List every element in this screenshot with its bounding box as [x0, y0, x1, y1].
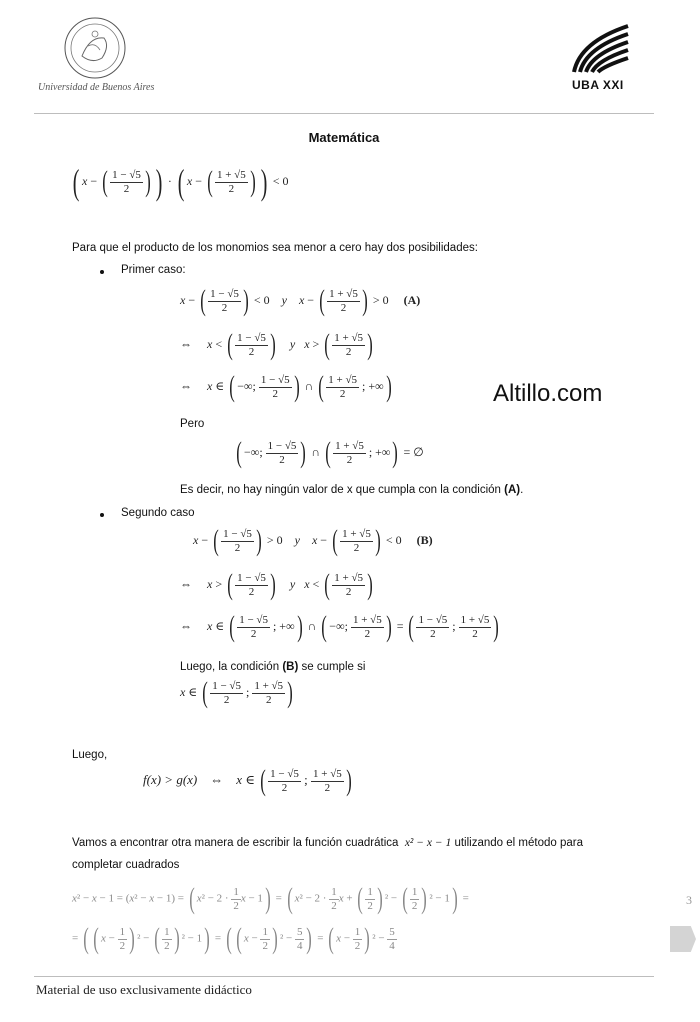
- empty-intersection: ( −∞; $\frac{1 - √5}{2}$ ) ∩ ( $\frac{1 + √5}{2}$ ; +∞) = ∅: [236, 436, 424, 469]
- page-tab-decoration: [670, 926, 696, 952]
- intro-paragraph: Para que el producto de los monomios sea menor a cero hay dos posibilidades:: [72, 242, 478, 254]
- header-divider: [34, 113, 654, 114]
- case-1-interval-line: ⇔ x ∈ ( −∞; $\frac{1 - √5}{2}$ ) ∩ ( $\frac{1 + √5}{2}$ ; +∞): [180, 370, 392, 403]
- footer-text: Material de uso exclusivamente didáctico: [36, 982, 252, 997]
- luego-label: Luego,: [72, 749, 108, 761]
- case-1-condition-line: x − ( $\frac{1 - √5}{2}$ ) < 0 y x − ( $\frac{1 + √5}{2}$ ) > 0 (A): [180, 284, 421, 317]
- uba-xxi-logo-text: UBA XXI: [572, 78, 624, 92]
- case-1-label: Primer caso:: [121, 264, 186, 276]
- bullet-case-2: [100, 513, 104, 517]
- case-1-conclusion: Es decir, no hay ningún valor de x que cumpla con la condición (A).: [180, 484, 524, 496]
- uba-xxi-logo-mark: [570, 22, 632, 79]
- completing-square-step-1: x² − x − 1 = (x² − x − 1) = ( x² − 2 · $\frac{1}{2}$ x − 1) = ( x² − 2 · $\frac{1}{2}$ x + ( $\frac{1}{2}$ ) ² − ( $\frac{1}{2}$ ) ² − 1) =: [72, 882, 469, 915]
- case-2-label: Segundo caso: [121, 507, 195, 519]
- case-2-condition-line: x − ( $\frac{1 - √5}{2}$ ) > 0 y x − ( $\frac{1 + √5}{2}$ ) < 0 (B): [193, 524, 433, 557]
- case-2-equivalent-line: ⇔ x > ( $\frac{1 - √5}{2}$ ) y x < ( $\frac{1 + √5}{2}$ ): [180, 568, 373, 601]
- case-2-solution-interval: x ∈ ( $\frac{1 - √5}{2}$ ; $\frac{1 + √5}{2}$ ): [180, 676, 293, 709]
- bullet-case-1: [100, 270, 104, 274]
- inequality-product: ( x − ( $\frac{1 - √5}{2}$ ) ) · ( x − ( $\frac{1 + √5}{2}$ ) ) < 0: [72, 162, 289, 202]
- case-2-conclusion: Luego, la condición (B) se cumple si: [180, 661, 366, 673]
- completing-square-step-2: = ( ( x − $\frac{1}{2}$ ) ² − ( $\frac{1}{2}$ ) ² − 1) = ( ( x − $\frac{1}{2}$ ) ² − $\frac{5}{4}$ ) = ( x − $\frac{1}{2}$ ) ² − $\frac{5}{4}$: [72, 922, 395, 955]
- final-solution: f(x) > g(x) ⇔ x ∈ ( $\frac{1 - √5}{2}$ ; $\frac{1 + √5}{2}$ ): [143, 764, 352, 797]
- university-signature: Universidad de Buenos Aires: [38, 82, 155, 93]
- footer-divider: [34, 976, 654, 977]
- case-1-equivalent-line: ⇔ x < ( $\frac{1 - √5}{2}$ ) y x > ( $\frac{1 + √5}{2}$ ): [180, 328, 373, 361]
- university-seal-logo: [62, 16, 128, 85]
- side-page-number: 3: [686, 893, 692, 907]
- page-title: Matemática: [308, 130, 380, 145]
- completing-square-intro-2: completar cuadrados: [72, 859, 180, 871]
- watermark: Altillo.com: [493, 380, 603, 407]
- case-2-interval-line: ⇔ x ∈ ( $\frac{1 - √5}{2}$ ; +∞) ∩ ( −∞; $\frac{1 + √5}{2}$ ) = ( $\frac{1 - √5}{2}$ ; $\frac{1 + √5}{2}$ ): [180, 610, 500, 643]
- pero-label: Pero: [180, 418, 205, 430]
- completing-square-intro: Vamos a encontrar otra manera de escribir la función cuadrática x² − x − 1 utilizando el método para: [72, 837, 583, 849]
